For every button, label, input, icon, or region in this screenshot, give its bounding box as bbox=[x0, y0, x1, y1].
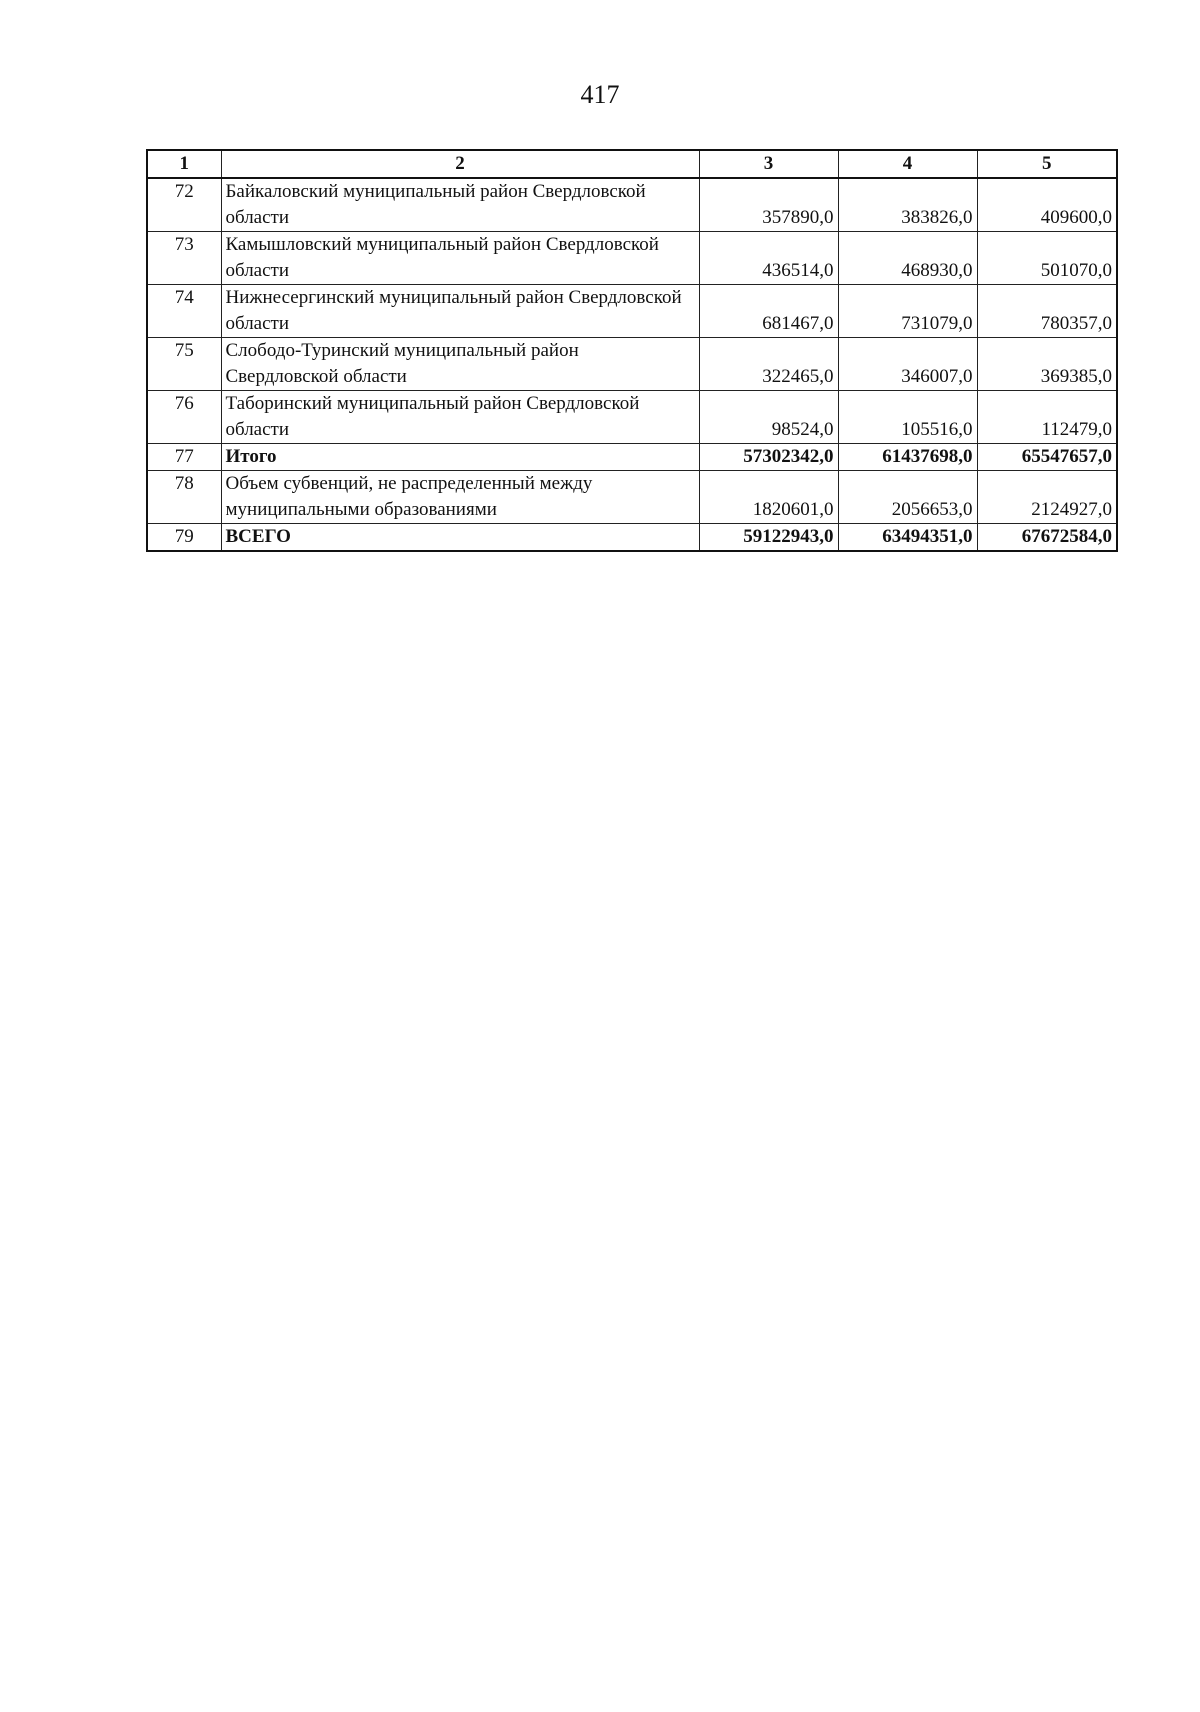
row-name: Итого bbox=[221, 444, 699, 471]
row-number: 77 bbox=[147, 444, 221, 471]
row-value-col5: 780357,0 bbox=[977, 285, 1117, 338]
row-value-col3: 436514,0 bbox=[699, 232, 838, 285]
row-number: 72 bbox=[147, 178, 221, 232]
row-value-col4: 105516,0 bbox=[838, 391, 977, 444]
row-number: 74 bbox=[147, 285, 221, 338]
row-value-col4: 383826,0 bbox=[838, 178, 977, 232]
row-name: Слободо-Туринский муниципальный район Свердловской области bbox=[221, 338, 699, 391]
table-row bbox=[147, 285, 1117, 338]
row-value-col4: 61437698,0 bbox=[838, 444, 977, 471]
header-row bbox=[147, 150, 1117, 178]
grand-total-row bbox=[147, 524, 1117, 552]
row-value-col4: 731079,0 bbox=[838, 285, 977, 338]
row-number: 79 bbox=[147, 524, 221, 552]
row-value-col3: 59122943,0 bbox=[699, 524, 838, 552]
table-row bbox=[147, 178, 1117, 232]
row-value-col3: 1820601,0 bbox=[699, 471, 838, 524]
table-row bbox=[147, 232, 1117, 285]
table-row bbox=[147, 471, 1117, 524]
row-value-col3: 322465,0 bbox=[699, 338, 838, 391]
header-cell-3: 3 bbox=[699, 150, 838, 178]
row-value-col5: 501070,0 bbox=[977, 232, 1117, 285]
header-cell-5: 5 bbox=[977, 150, 1117, 178]
row-name: Нижнесергинский муниципальный район Свердловской области bbox=[221, 285, 699, 338]
row-name: Таборинский муниципальный район Свердловской области bbox=[221, 391, 699, 444]
row-number: 75 bbox=[147, 338, 221, 391]
row-value-col5: 65547657,0 bbox=[977, 444, 1117, 471]
row-value-col5: 369385,0 bbox=[977, 338, 1117, 391]
row-name: Камышловский муниципальный район Свердловской области bbox=[221, 232, 699, 285]
subvention-table bbox=[146, 149, 1118, 552]
row-value-col3: 357890,0 bbox=[699, 178, 838, 232]
row-name: Объем субвенций, не распределенный между муниципальными образованиями bbox=[221, 471, 699, 524]
row-value-col5: 67672584,0 bbox=[977, 524, 1117, 552]
row-value-col4: 468930,0 bbox=[838, 232, 977, 285]
header-cell-2: 2 bbox=[221, 150, 699, 178]
row-value-col5: 112479,0 bbox=[977, 391, 1117, 444]
page-number: 417 bbox=[580, 80, 620, 109]
row-value-col3: 57302342,0 bbox=[699, 444, 838, 471]
row-value-col4: 2056653,0 bbox=[838, 471, 977, 524]
table-row bbox=[147, 391, 1117, 444]
header-cell-1: 1 bbox=[147, 150, 221, 178]
table-row bbox=[147, 338, 1117, 391]
row-number: 78 bbox=[147, 471, 221, 524]
header-cell-4: 4 bbox=[838, 150, 977, 178]
row-number: 76 bbox=[147, 391, 221, 444]
subtotal-row bbox=[147, 444, 1117, 471]
row-number: 73 bbox=[147, 232, 221, 285]
row-value-col4: 346007,0 bbox=[838, 338, 977, 391]
row-name: ВСЕГО bbox=[221, 524, 699, 552]
row-value-col3: 98524,0 bbox=[699, 391, 838, 444]
row-name: Байкаловский муниципальный район Свердловской области bbox=[221, 178, 699, 232]
row-value-col5: 409600,0 bbox=[977, 178, 1117, 232]
row-value-col5: 2124927,0 bbox=[977, 471, 1117, 524]
row-value-col3: 681467,0 bbox=[699, 285, 838, 338]
row-value-col4: 63494351,0 bbox=[838, 524, 977, 552]
